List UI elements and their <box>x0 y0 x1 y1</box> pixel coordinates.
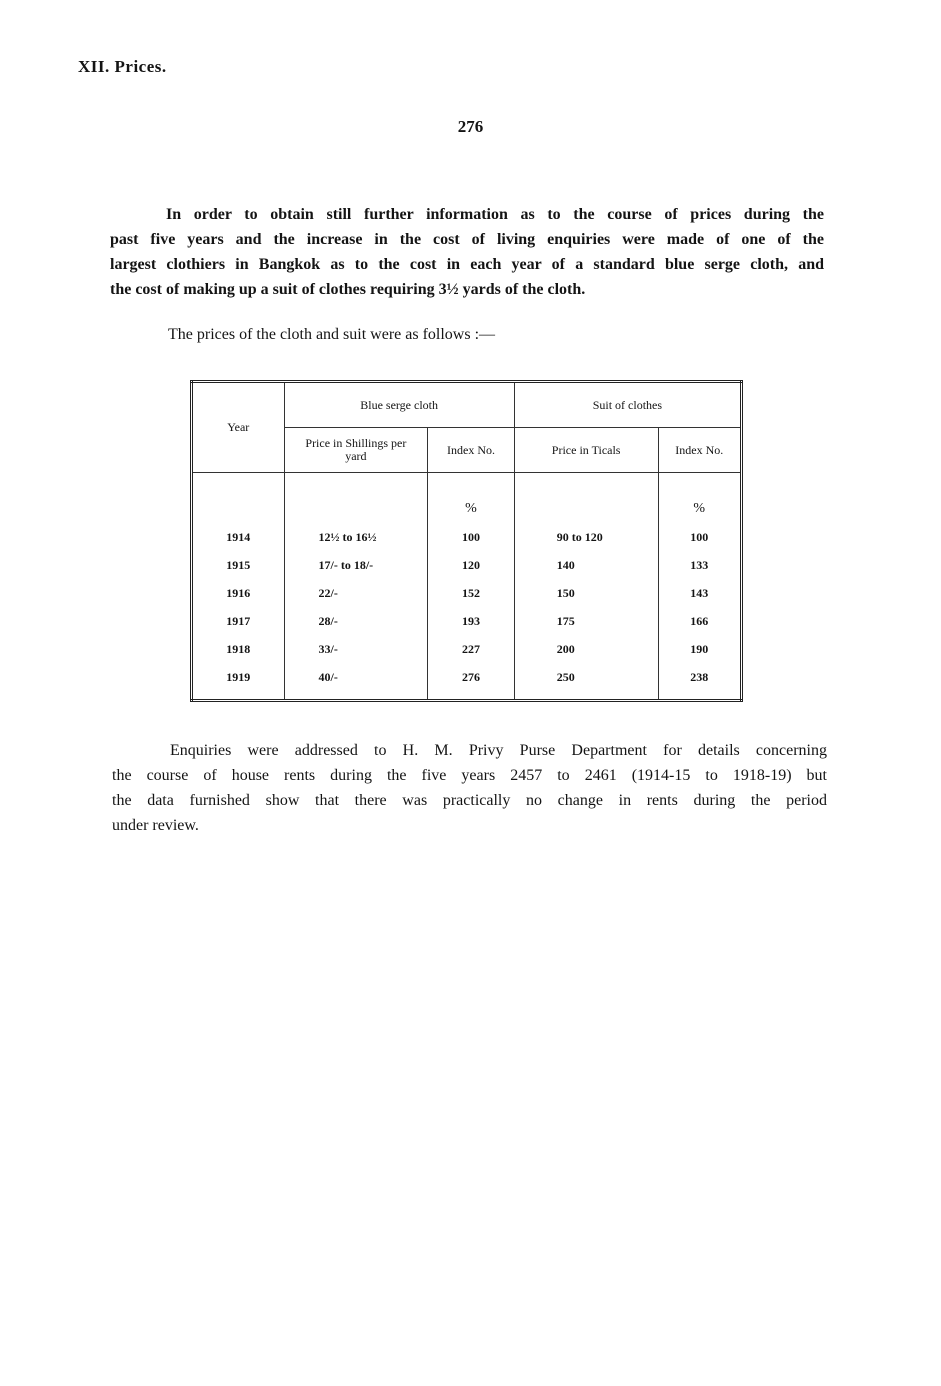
column-header-cloth-index: Index No. <box>428 428 514 473</box>
percent-label-cloth: % <box>428 495 514 523</box>
column-header-suit-index: Index No. <box>658 428 741 473</box>
paragraph-line: past five years and the increase in the cost of living enquiries were made of one of the <box>110 231 824 248</box>
paragraph-line: the cost of making up a suit of clothes requiring 3½ yards of the cloth. <box>110 281 586 298</box>
table-row <box>192 607 742 635</box>
table-row <box>192 551 742 579</box>
table-row <box>192 579 742 607</box>
cell-price-shillings: 28/- <box>284 607 428 635</box>
cell-price-ticals: 140 <box>514 551 658 579</box>
paragraph-line: Enquiries were addressed to H. M. Privy Purse Department for details concerning <box>170 742 827 759</box>
paragraph-line: largest clothiers in Bangkok as to the cost in each year of a standard blue serge cloth, and <box>110 256 824 273</box>
cell-suit-index: 100 <box>658 523 741 551</box>
cell-cloth-index: 227 <box>428 635 514 663</box>
cell-year: 1919 <box>192 663 285 691</box>
cell-cloth-index: 152 <box>428 579 514 607</box>
cell-price-shillings: 33/- <box>284 635 428 663</box>
table-intro-line: The prices of the cloth and suit were as follows :— <box>168 326 496 343</box>
cell-year: 1918 <box>192 635 285 663</box>
cell-year: 1915 <box>192 551 285 579</box>
table-row <box>192 523 742 551</box>
cell-price-ticals: 90 to 120 <box>514 523 658 551</box>
prices-table-container <box>190 380 743 707</box>
paragraph-line: the data furnished show that there was practically no change in rents during the period <box>112 792 827 809</box>
group-header-suit-of-clothes: Suit of clothes <box>514 382 741 428</box>
cell-suit-index: 133 <box>658 551 741 579</box>
percent-label-suit: % <box>658 495 741 523</box>
cell-year: 1914 <box>192 523 285 551</box>
table-row <box>192 635 742 663</box>
paragraph-line: the course of house rents during the five years 2457 to 2461 (1914-15 to 1918-19) but <box>112 767 827 784</box>
cell-suit-index: 166 <box>658 607 741 635</box>
cell-cloth-index: 100 <box>428 523 514 551</box>
cell-suit-index: 190 <box>658 635 741 663</box>
cell-price-ticals: 250 <box>514 663 658 691</box>
cell-cloth-index: 120 <box>428 551 514 579</box>
group-header-blue-serge-cloth: Blue serge cloth <box>284 382 514 428</box>
cell-suit-index: 143 <box>658 579 741 607</box>
page-number: 276 <box>457 117 484 136</box>
cell-year: 1917 <box>192 607 285 635</box>
paragraph-line: In order to obtain still further information as to the course of prices during the <box>166 206 824 223</box>
table-spacer-row <box>192 473 742 496</box>
cell-price-ticals: 150 <box>514 579 658 607</box>
cell-price-ticals: 200 <box>514 635 658 663</box>
cell-price-shillings: 12½ to 16½ <box>284 523 428 551</box>
cell-price-shillings: 40/- <box>284 663 428 691</box>
cell-cloth-index: 193 <box>428 607 514 635</box>
cell-price-shillings: 17/- to 18/- <box>284 551 428 579</box>
table-row <box>192 663 742 691</box>
cell-price-shillings: 22/- <box>284 579 428 607</box>
section-heading: XII. Prices. <box>78 57 167 76</box>
column-header-year: Year <box>192 382 285 473</box>
paragraph-house-rents <box>112 738 827 838</box>
prices-table <box>190 380 743 702</box>
column-header-price-shillings: Price in Shillings per yard <box>284 428 428 473</box>
column-header-price-ticals: Price in Ticals <box>514 428 658 473</box>
cell-year: 1916 <box>192 579 285 607</box>
paragraph-prices-intro <box>110 202 824 302</box>
cell-cloth-index: 276 <box>428 663 514 691</box>
paragraph-line: under review. <box>112 817 199 834</box>
cell-price-ticals: 175 <box>514 607 658 635</box>
table-percent-row <box>192 495 742 523</box>
cell-suit-index: 238 <box>658 663 741 691</box>
table-spacer-row <box>192 691 742 701</box>
